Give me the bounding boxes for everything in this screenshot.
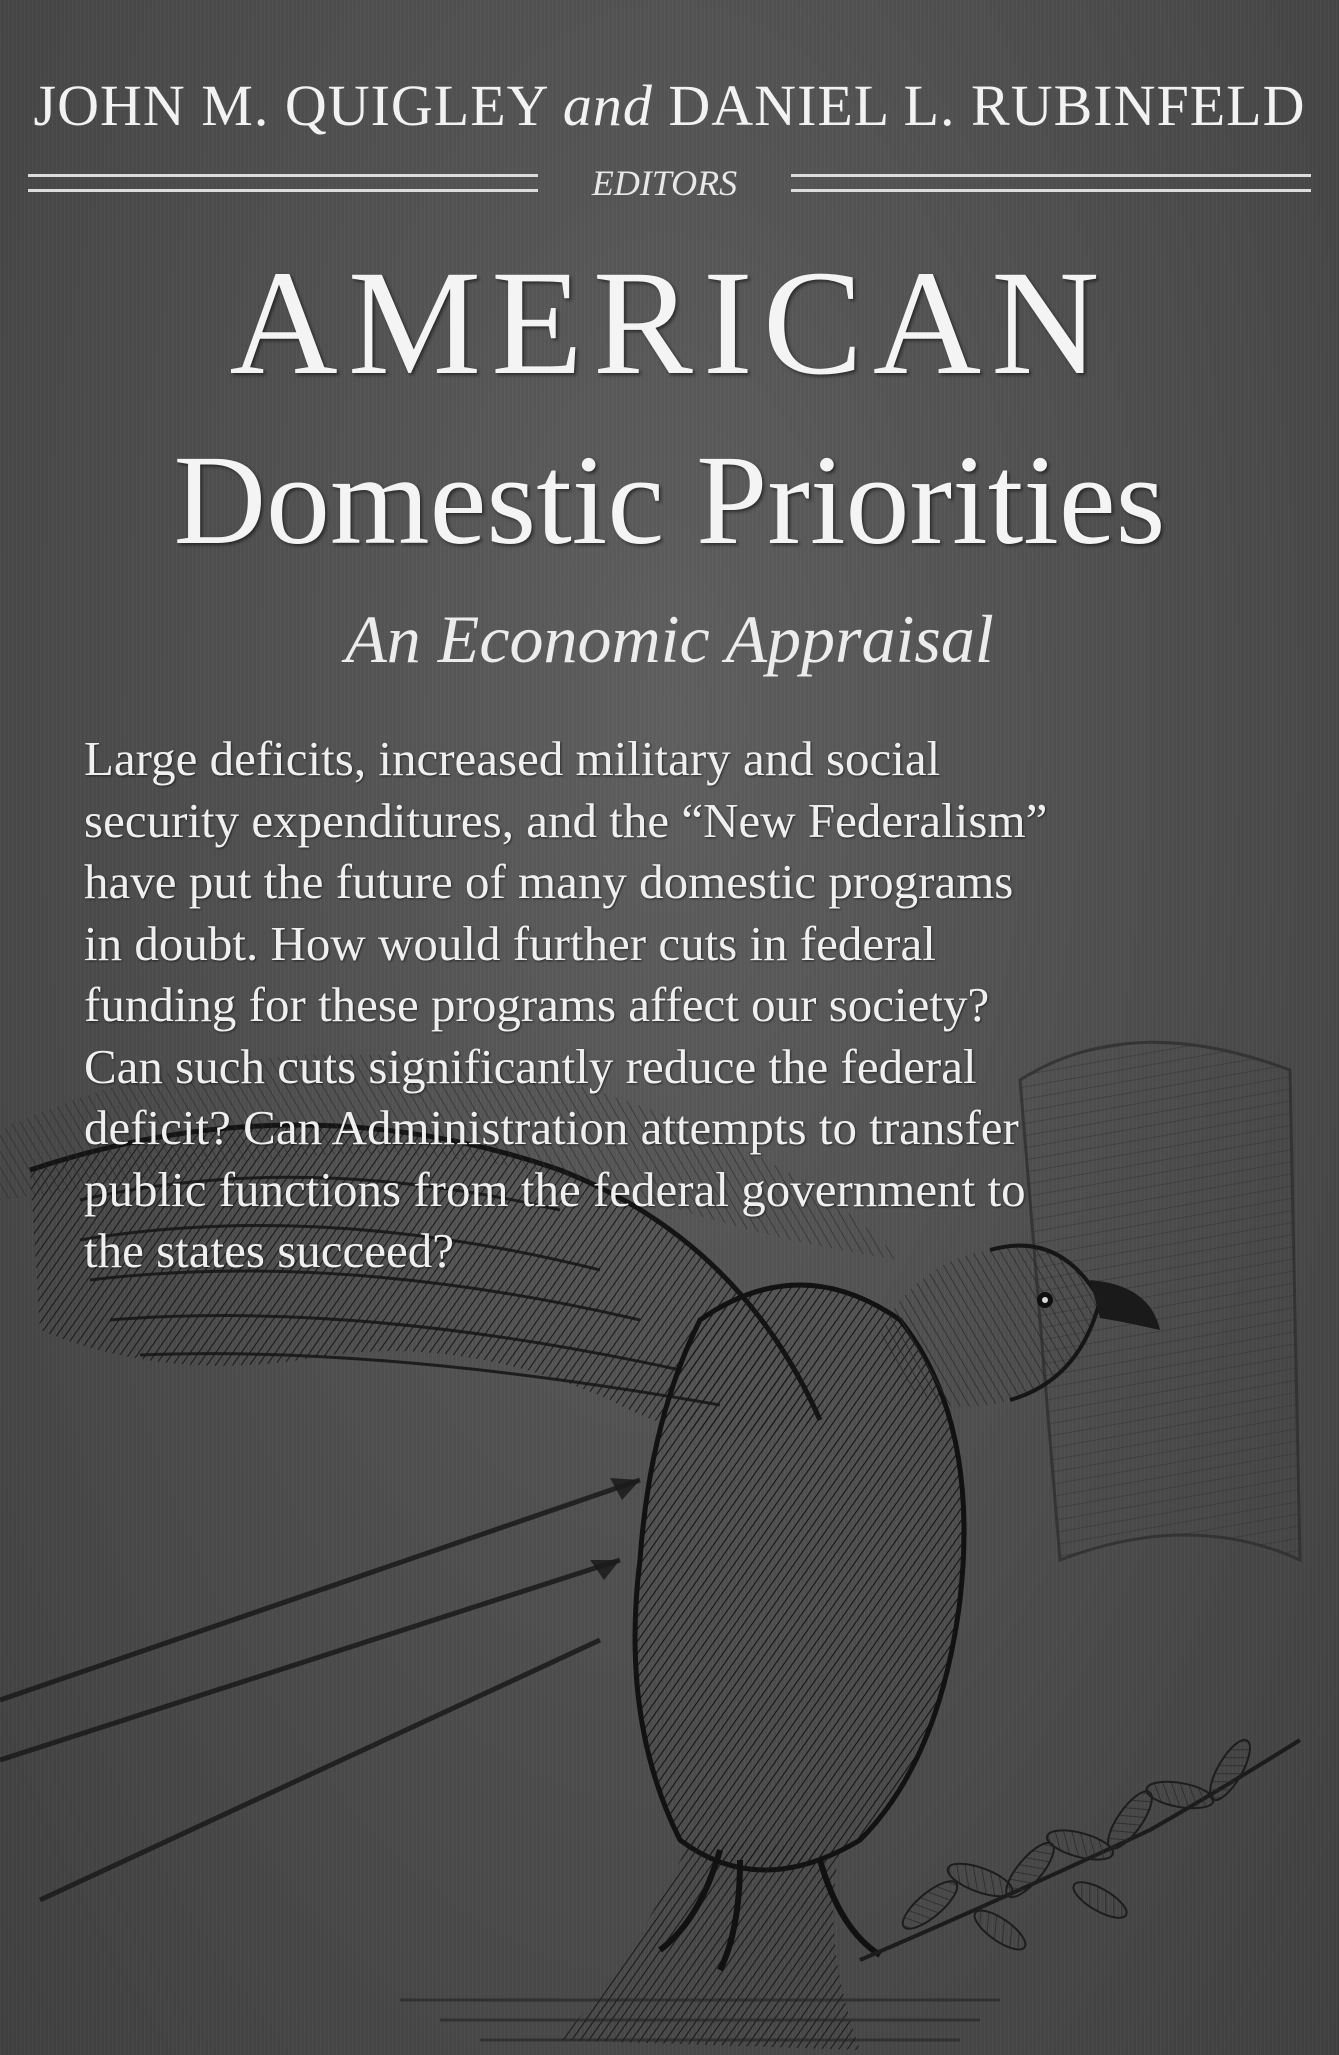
blurb-line: Large deficits, increased military and social: [84, 731, 941, 786]
editors-divider: [28, 163, 1311, 203]
editors-conjunction: and: [562, 73, 653, 138]
divider-left-rule: [28, 174, 538, 192]
divider-right-rule: [791, 174, 1311, 192]
blurb-line: funding for these programs affect our society?: [84, 977, 990, 1032]
book-title-line-1: AMERICAN: [229, 240, 1110, 406]
cover-blurb: [84, 728, 1284, 1282]
blurb-line: in doubt. How would further cuts in federal: [84, 915, 936, 971]
blurb-line: have put the future of many domestic programs: [84, 854, 1014, 909]
blurb-line: public functions from the federal government to: [84, 1161, 1026, 1217]
editors-names: [0, 72, 1339, 139]
editors-label: EDITORS: [591, 163, 738, 203]
blurb-line: security expenditures, and the “New Federalism”: [84, 792, 1048, 848]
blurb-line: Can such cuts significantly reduce the federal: [84, 1038, 977, 1094]
blurb-line: deficit? Can Administration attempts to transfer: [84, 1100, 1019, 1155]
blurb-line: the states succeed?: [84, 1223, 455, 1278]
book-subtitle: An Economic Appraisal: [345, 601, 994, 677]
editor-one: JOHN M. QUIGLEY: [33, 73, 548, 138]
book-title-line-2: Domestic Priorities: [173, 429, 1166, 571]
editor-two: DANIEL L. RUBINFELD: [668, 73, 1306, 138]
